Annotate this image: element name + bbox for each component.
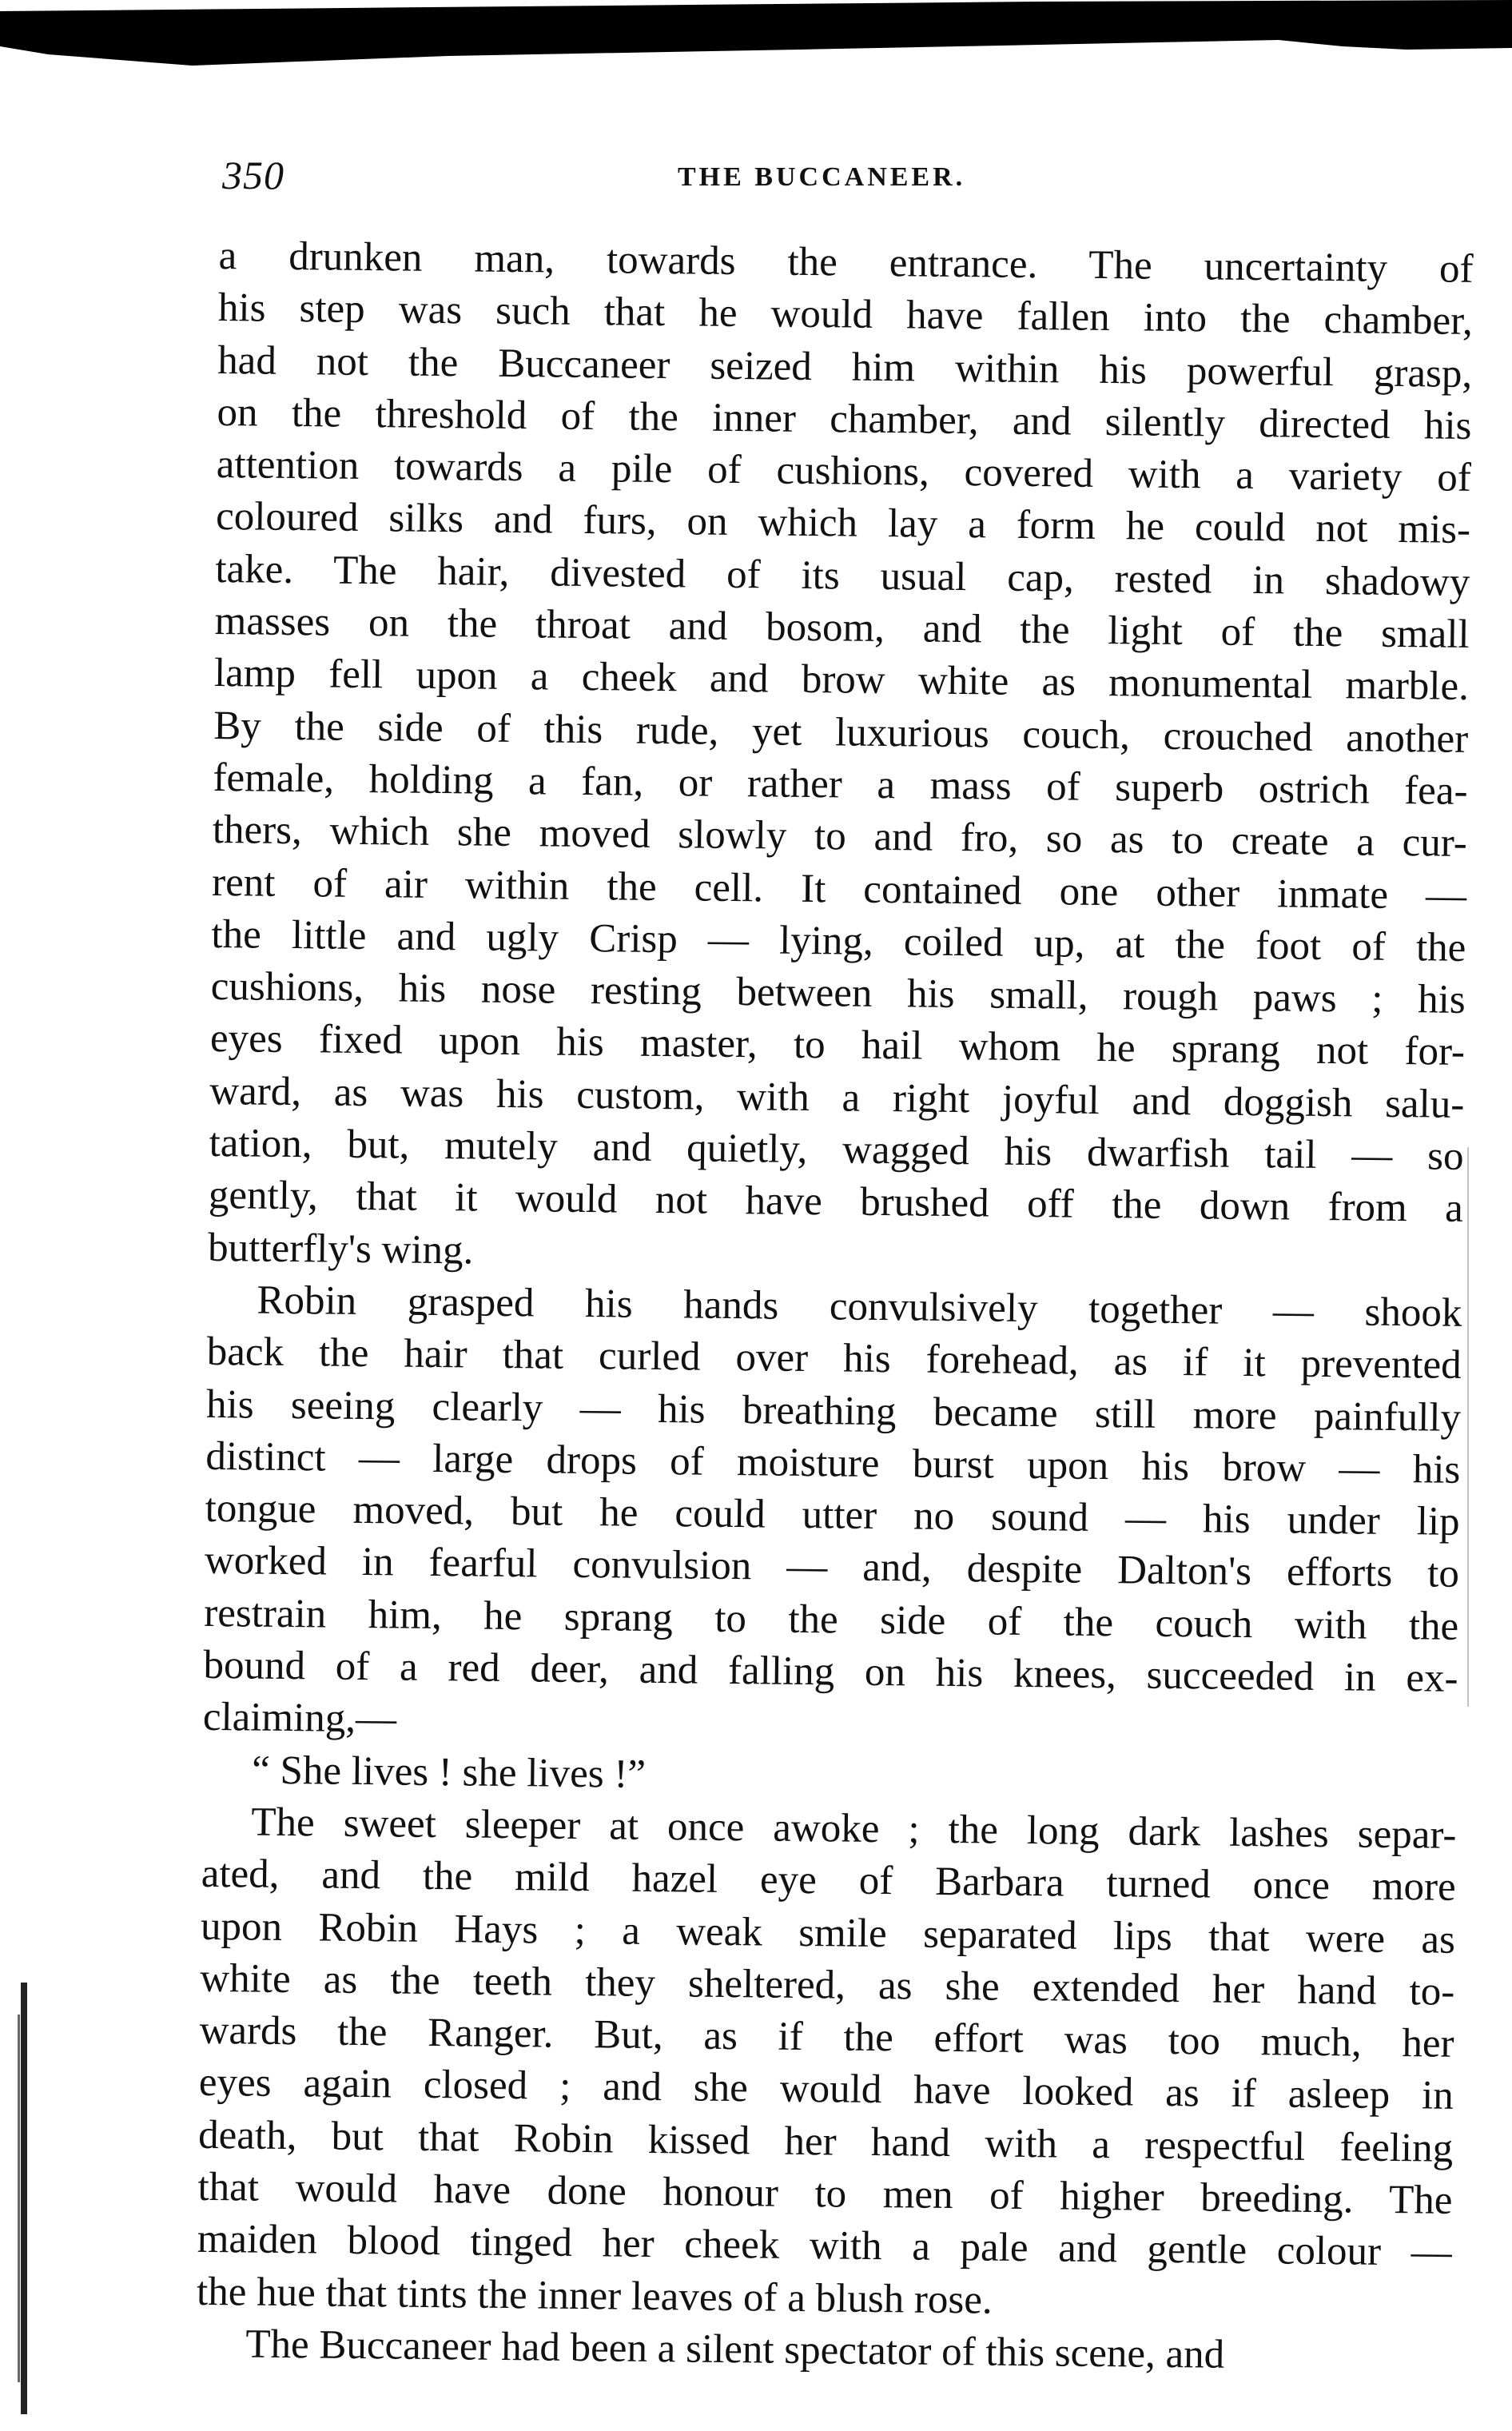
text-line: By the side of this rude, yet luxurious couch, crouched another: [213, 703, 1469, 762]
text-line: female, holding a fan, or rather a mass of superb ostrich fea-: [213, 755, 1468, 814]
text-line: distinct — large drops of moisture burst upon his brow — his: [205, 1433, 1461, 1492]
text-line: attention towards a pile of cushions, covered with a variety of: [216, 442, 1472, 501]
text-line: that would have done honour to men of higher breeding. The: [197, 2164, 1453, 2223]
text-line: had not the Buccaneer seized him within his powerful grasp,: [217, 337, 1473, 397]
text-line: his step was such that he would have fallen into the chamber,: [217, 285, 1474, 345]
page-number: 350: [222, 153, 284, 197]
text-line: take. The hair, divested of its usual cap, rested in shadowy: [215, 546, 1470, 605]
text-line: “ She lives ! she lives !”: [251, 1748, 647, 1797]
text-line: ated, and the mild hazel eye of Barbara turned once more: [201, 1851, 1456, 1911]
text-line: a drunken man, towards the entrance. The uncertainty of: [218, 233, 1474, 292]
text-line: tation, but, mutely and quietly, wagged his dwarfish tail — so: [209, 1120, 1464, 1179]
text-line: the hue that tints the inner leaves of a blush rose.: [196, 2269, 993, 2323]
text-line: the little and ugly Crisp — lying, coiled up, at the foot of the: [211, 911, 1466, 970]
text-line: butterfly's wing.: [207, 1225, 474, 1273]
text-line: upon Robin Hays ; a weak smile separated lips that were as: [200, 1903, 1456, 1963]
text-line: cushions, his nose resting between his small, rough paws ; his: [210, 964, 1466, 1023]
text-line: claiming,—: [202, 1695, 397, 1742]
text-line: death, but that Robin kissed her hand with a respectful feeling: [197, 2112, 1454, 2171]
text-line: The Buccaneer had been a silent spectator of this scene, and: [245, 2321, 1225, 2377]
text-line: The sweet sleeper at once awoke ; the long dark lashes separ-: [251, 1799, 1457, 1858]
text-line: lamp fell upon a cheek and brow white as monumental marble.: [213, 651, 1470, 710]
text-line: coloured silks and furs, on which lay a form he could not mis-: [215, 494, 1471, 553]
text-line: back the hair that curled over his forehead, as if it prevented: [206, 1329, 1462, 1389]
text-line: thers, which she moved slowly to and fro, so as to create a cur-: [212, 807, 1468, 867]
text-line: wards the Ranger. But, as if the effort was too much, her: [199, 2007, 1454, 2066]
text-line: worked in fearful convulsion — and, despite Dalton's efforts to: [204, 1538, 1460, 1597]
text-line: rent of air within the cell. It contained one other inmate —: [211, 859, 1467, 919]
text-line: bound of a red deer, and falling on his knees, succeeded in ex-: [203, 1642, 1458, 1701]
scan-margin-line: [1467, 1147, 1469, 1707]
text-line: tongue moved, but he could utter no sound — his under lip: [205, 1486, 1460, 1545]
text-line: his seeing clearly — his breathing became still more painfully: [205, 1381, 1462, 1441]
text-line: ward, as was his custom, with a right joyful and doggish salu-: [209, 1068, 1465, 1127]
scan-edge-shadow: [0, 0, 1512, 72]
body-text: [196, 230, 1474, 2384]
scan-margin-mark: [18, 1983, 32, 2414]
text-line: restrain him, he sprang to the side of the couch with the: [203, 1590, 1459, 1649]
text-line: white as the teeth they sheltered, as she extended her hand to-: [200, 1955, 1455, 2015]
text-line: eyes fixed upon his master, to hail whom he sprang not for-: [209, 1016, 1466, 1075]
text-line: on the threshold of the inner chamber, and silently directed his: [217, 389, 1472, 448]
running-head: THE BUCCANEER.: [678, 162, 966, 192]
text-line: eyes again closed ; and she would have looked as if asleep in: [198, 2060, 1454, 2119]
text-line: Robin grasped his hands convulsively together — shook: [257, 1277, 1462, 1336]
text-line: masses on the throat and bosom, and the light of the small: [214, 599, 1470, 658]
text-line: maiden blood tinged her cheek with a pale and gentle colour —: [197, 2217, 1453, 2276]
text-line: gently, that it would not have brushed off the down from a: [208, 1173, 1464, 1232]
